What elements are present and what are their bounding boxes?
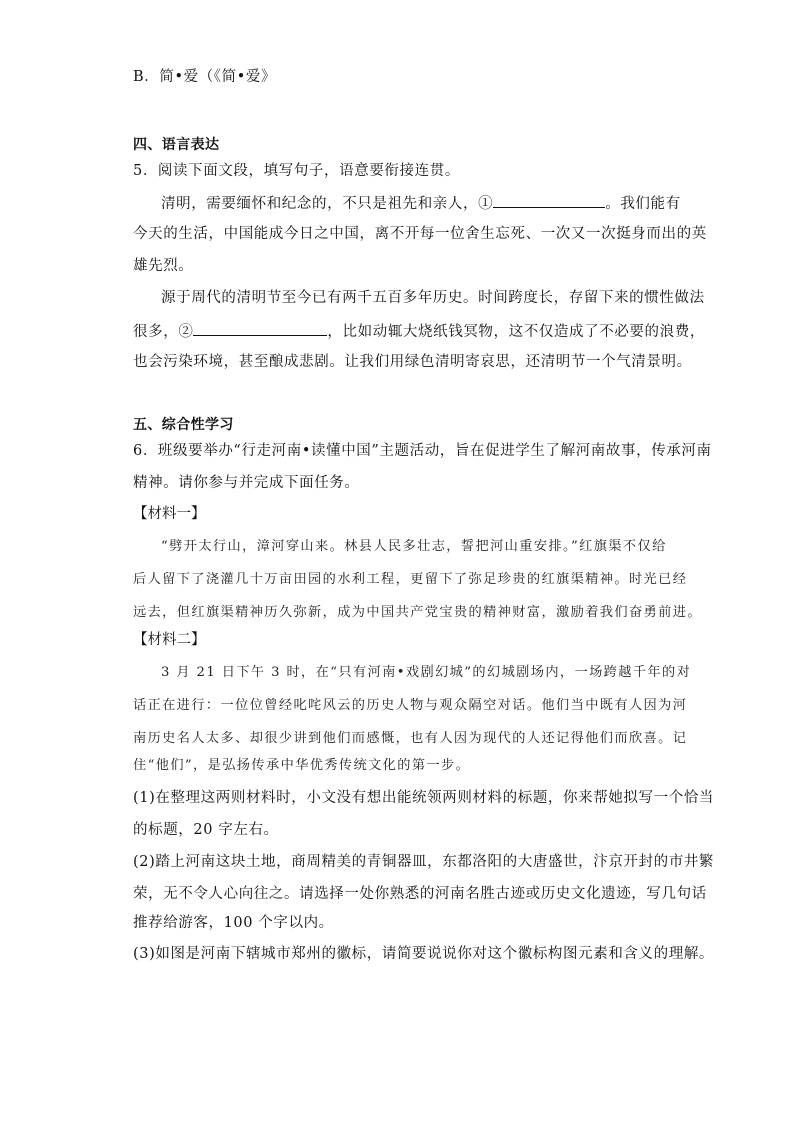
para2-text-after: ，比如动辄大烧纸钱冥物，这不仅造成了不必要的浪费， — [327, 324, 705, 340]
fill-blank-2[interactable] — [193, 321, 327, 336]
section-heading-4: 四、语言表达 — [133, 137, 220, 153]
passage-para1-line2: 今天的生活，中国能成今日之中国，离不开每一位舍生忘死、一次又一次挺身而出的英 — [133, 226, 707, 242]
task-2-line1: (2)踏上河南这块土地，商周精美的青铜器皿，东都洛阳的大唐盛世，汴京开封的市井繁 — [133, 854, 715, 870]
section-heading-5: 五、综合性学习 — [133, 417, 234, 433]
passage-para1-line3: 雄先烈。 — [133, 258, 194, 274]
option-b: B．简•爱（《简•爱》 — [133, 69, 277, 85]
material-2-label: 【材料二】 — [133, 632, 206, 648]
blank-marker-2: ② — [178, 324, 194, 340]
task-2-line3: 推荐给游客，100 个字以内。 — [133, 915, 334, 931]
para1-text-after: 。我们能有 — [605, 196, 681, 212]
para2-text-before: 很多， — [133, 324, 179, 340]
question-5: 5．阅读下面文段，填写句子，语意要衔接连贯。 — [133, 163, 460, 179]
task-1-line1: (1)在整理这两则材料时，小文没有想出能统领两则材料的标题，你来帮她拟写一个恰当 — [133, 790, 715, 806]
task-2-line2: 荣，无不令人心向往之。请选择一处你熟悉的河南名胜古迹或历史文化遗迹，写几句话 — [133, 886, 707, 902]
task-3-line1: (3)如图是河南下辖城市郑州的徽标，请简要说说你对这个徽标构图元素和含义的理解。 — [133, 946, 715, 962]
material-2-line1: 3 月 21 日下午 3 时，在“只有河南•戏剧幻城”的幻城剧场内，一场跨越千年的对 — [161, 665, 692, 680]
material-1-label: 【材料一】 — [133, 506, 206, 522]
passage-para1-line1 — [161, 193, 681, 213]
material-2-line2: 话正在进行：一位位曾经叱咤风云的历史人物与观众隔空对话。他们当中既有人因为河 — [133, 698, 688, 713]
material-1-line2: 后人留下了浇灌几十万亩田园的水利工程，更留下了弥足珍贵的红旗渠精神。时光已经 — [133, 572, 688, 587]
passage-para2-line1: 源于周代的清明节至今已有两千五百多年历史。时间跨度长，存留下来的惯性做法 — [161, 290, 705, 306]
material-1-line1: “劈开太行山，漳河穿山来。林县人民多壮志，誓把河山重安排。”红旗渠不仅给 — [161, 539, 667, 554]
material-2-line4: 住“他们”，是弘扬传承中华优秀传统文化的第一步。 — [133, 758, 471, 773]
question-6-line1: 6．班级要举办“行走河南•读懂中国”主题活动，旨在促进学生了解河南故事，传承河南 — [133, 443, 712, 459]
passage-para2-line3: 也会污染环境，甚至酿成悲剧。让我们用绿色清明寄哀思，还清明节一个气清景明。 — [133, 354, 692, 370]
question-6-line2: 精神。请你参与并完成下面任务。 — [133, 475, 360, 491]
para1-text-before: 清明，需要缅怀和纪念的，不只是祖先和亲人， — [161, 196, 479, 212]
task-1-line2: 的标题，20 字左右。 — [133, 822, 279, 838]
blank-marker-1: ① — [478, 196, 494, 212]
fill-blank-1[interactable] — [493, 193, 605, 208]
passage-para2-line2 — [133, 321, 705, 341]
material-1-line3: 远去，但红旗渠精神历久弥新，成为中国共产党宝贵的精神财富，激励着我们奋勇前进。 — [133, 605, 702, 620]
material-2-line3: 南历史名人太多、却很少讲到他们而感慨，也有人因为现代的人还记得他们而欣喜。记 — [133, 731, 688, 746]
